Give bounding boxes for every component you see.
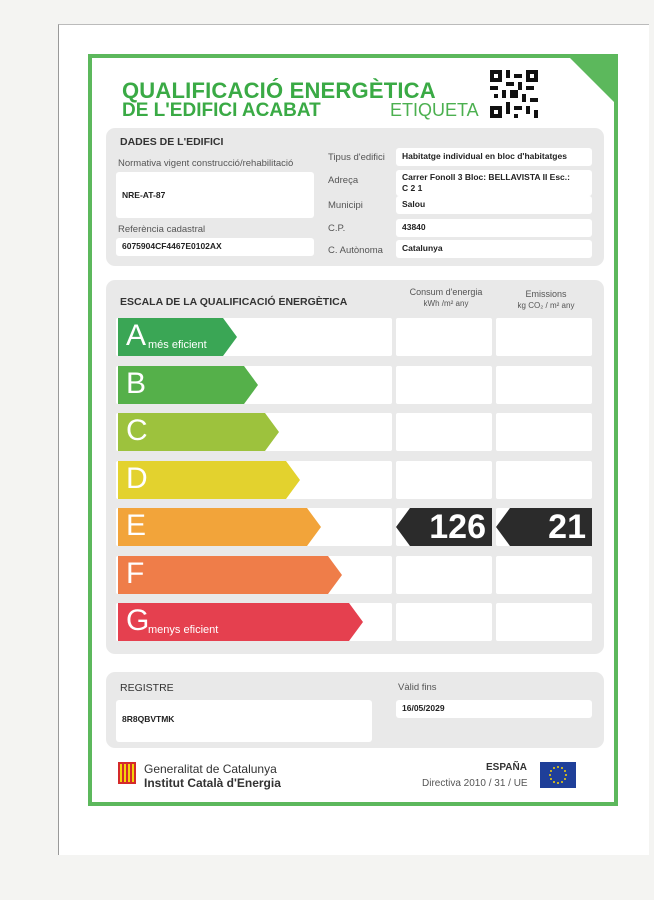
registre-panel	[106, 672, 604, 748]
normativa-label: Normativa vigent construcció/rehabilitació	[118, 158, 294, 169]
generalitat-logo-icon	[118, 762, 136, 784]
emissions-value-text: 21	[548, 508, 586, 546]
cadastral-label: Referència cadastral	[118, 224, 206, 235]
qr-code-icon	[490, 70, 538, 118]
emissions-cell	[496, 366, 592, 404]
municipi-value: Salou	[402, 199, 426, 209]
band-letter: C	[126, 414, 148, 447]
energy-certificate	[88, 54, 618, 806]
consum-cell	[396, 461, 492, 499]
consum-value-text: 126	[429, 508, 486, 546]
emissions-cell	[496, 318, 592, 356]
energy-band-g	[118, 603, 363, 641]
band-arrow-shape	[118, 556, 342, 594]
emissions-cell	[496, 556, 592, 594]
registre-section-title: REGISTRE	[120, 682, 174, 694]
ca-field	[396, 240, 592, 258]
registre-code: 8R8QBVTMK	[122, 714, 175, 724]
adreca-value-line1: Carrer Fonoll 3 Bloc: BELLAVISTA II Esc.:	[402, 172, 570, 182]
municipi-field	[396, 196, 592, 214]
cp-label: C.P.	[328, 223, 346, 234]
consum-cell	[396, 603, 492, 641]
cp-field	[396, 219, 592, 237]
band-caption: menys eficient	[148, 624, 219, 636]
etiqueta-label: ETIQUETA	[390, 100, 479, 120]
band-letter: G	[126, 604, 150, 637]
band-caption: més eficient	[148, 339, 207, 351]
valid-field	[396, 700, 592, 718]
valid-label: Vàlid fins	[398, 682, 437, 693]
adreca-field	[396, 170, 592, 196]
building-section-title: DADES DE L'EDIFICI	[120, 136, 224, 148]
emissions-header	[496, 288, 596, 312]
emissions-value-box	[510, 508, 592, 546]
consum-unit: kWh /m² any	[423, 299, 469, 308]
emissions-cell	[496, 603, 592, 641]
corner-triangle	[566, 54, 618, 106]
consum-cell	[396, 366, 492, 404]
band-arrow-shape	[118, 508, 321, 546]
normativa-field	[116, 172, 314, 218]
consum-value-box	[410, 508, 492, 546]
cadastral-value: 6075904CF4467E0102AX	[122, 241, 222, 251]
eu-flag-icon	[540, 762, 576, 788]
tipus-label: Tipus d'edifici	[328, 152, 385, 163]
adreca-label: Adreça	[328, 175, 359, 186]
generalitat-text: Generalitat de Catalunya	[144, 762, 277, 776]
band-letter: D	[126, 461, 148, 495]
energy-band-c	[118, 413, 279, 451]
consum-header-text: Consum d'energia	[409, 287, 483, 297]
emissions-header-text: Emissions	[525, 289, 567, 299]
energy-band-a	[118, 318, 237, 356]
emissions-unit: kg CO₂ / m² any	[517, 301, 575, 310]
municipi-label: Municipi	[328, 200, 363, 211]
band-letter: F	[126, 556, 145, 590]
certificate-title-line2: DE L'EDIFICI ACABAT	[122, 100, 321, 121]
tipus-value: Habitatge individual en bloc d'habitatges	[402, 151, 567, 161]
energy-band-f	[118, 556, 342, 594]
directive-label: Directiva 2010 / 31 / UE	[422, 778, 528, 789]
consum-header	[396, 286, 496, 310]
institut-text: Institut Català d'Energia	[144, 776, 281, 790]
band-letter: B	[126, 366, 147, 400]
scale-section-title: ESCALA DE LA QUALIFICACIÓ ENERGÈTICA	[120, 296, 348, 308]
normativa-value: NRE-AT-87	[122, 190, 166, 200]
energy-scale-panel	[106, 280, 604, 654]
emissions-cell	[496, 461, 592, 499]
country-label: ESPAÑA	[486, 762, 527, 773]
building-data-panel	[106, 128, 604, 266]
ca-value: Catalunya	[402, 243, 443, 253]
band-letter: A	[126, 319, 147, 352]
consum-cell	[396, 318, 492, 356]
ca-label: C. Autònoma	[328, 245, 383, 256]
certificate-title-line1: QUALIFICACIÓ ENERGÈTICA	[122, 78, 436, 103]
energy-band-d	[118, 461, 300, 499]
energy-band-b	[118, 366, 258, 404]
valid-value: 16/05/2029	[402, 703, 445, 713]
consum-cell	[396, 413, 492, 451]
energy-band-e	[118, 508, 321, 546]
cadastral-field	[116, 238, 314, 256]
consum-cell	[396, 556, 492, 594]
cp-value: 43840	[402, 222, 426, 232]
registre-field	[116, 700, 372, 742]
tipus-field	[396, 148, 592, 166]
adreca-value-line2: C 2 1	[402, 183, 423, 193]
emissions-cell	[496, 413, 592, 451]
band-letter: E	[126, 509, 147, 542]
